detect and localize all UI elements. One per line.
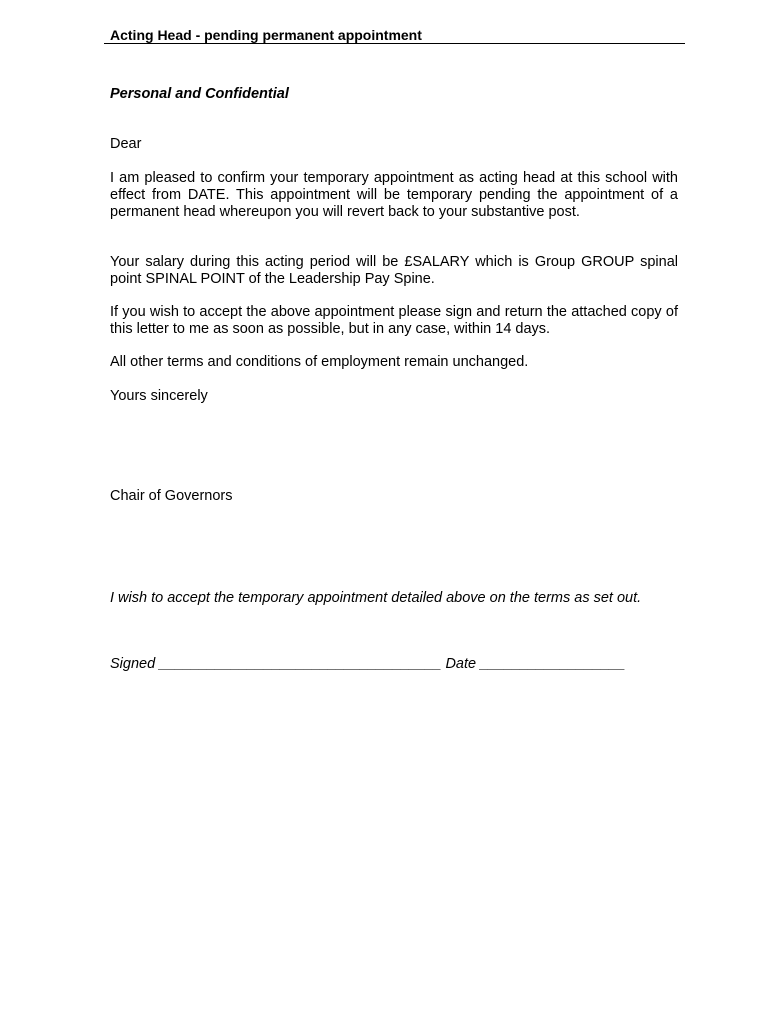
acceptance-instructions-paragraph: If you wish to accept the above appointment please sign and return the attached copy of this letter to me as soon as possible, but in any case, within 14 days. [110, 304, 678, 337]
salary-paragraph: Your salary during this acting period will be £SALARY which is Group GROUP spinal point SPINAL POINT of the Leadership Pay Spine. [110, 254, 678, 287]
signature-date-line: Signed ___________________________________ Date __________________ [110, 656, 626, 672]
signatory-title: Chair of Governors [110, 488, 233, 504]
appointment-paragraph: I am pleased to confirm your temporary appointment as acting head at this school with effect from DATE. This appointment will be temporary pending the appointment of a permanent head whereupon you will revert back to your substantive post. [110, 170, 678, 220]
terms-paragraph: All other terms and conditions of employment remain unchanged. [110, 354, 529, 370]
salutation: Dear [110, 136, 142, 152]
closing: Yours sincerely [110, 388, 208, 404]
confidential-label: Personal and Confidential [110, 86, 289, 102]
acceptance-statement: I wish to accept the temporary appointment detailed above on the terms as set out. [110, 590, 642, 606]
document-header: Acting Head - pending permanent appointment [104, 27, 685, 44]
